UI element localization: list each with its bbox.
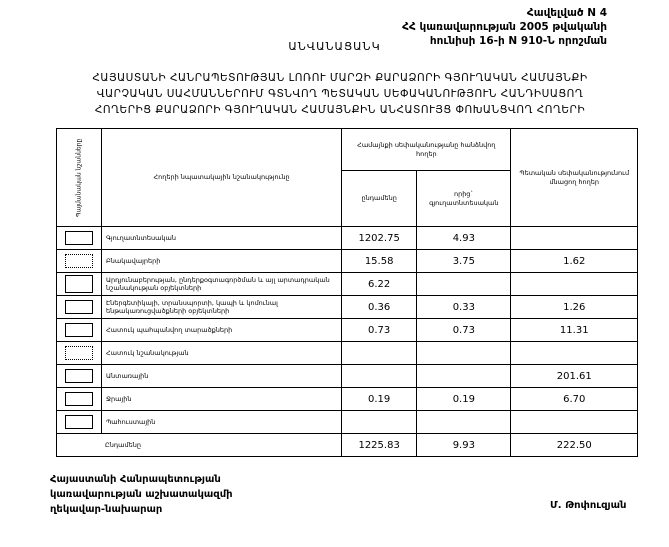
appendix-date: հունիսի 16-ի N 910-Ն որոշման bbox=[429, 35, 607, 47]
signer-line-1: Հայաստանի Հանրապետության bbox=[50, 474, 221, 485]
header-name: Հողերի նպատակային նշանակությունը bbox=[102, 129, 342, 227]
total-value: 0.19 bbox=[342, 388, 417, 411]
header-conditional: Պայմանական նշանները bbox=[57, 129, 102, 227]
remaining-value: 1.62 bbox=[511, 250, 638, 273]
agricultural-value: 0.73 bbox=[417, 319, 511, 342]
legend-swatch bbox=[65, 323, 93, 337]
land-table bbox=[56, 128, 638, 457]
table-row bbox=[57, 388, 638, 411]
agricultural-value: 4.93 bbox=[417, 227, 511, 250]
document-label: ԱՆՎԱՆԱՑԱՆԿ bbox=[288, 40, 381, 53]
title-line-2: ՎԱՐՉԱԿԱՆ ՍԱՀՄԱՆՆԵՐՈՒՄ ԳՏՆՎՈՂ ՊԵՏԱԿԱՆ ՍԵՓԱԿԱՆՈՒԹՅՈՒՆ ՀԱՆԴԻՍԱՑՈՂ bbox=[96, 88, 584, 100]
legend-swatch bbox=[65, 392, 93, 406]
land-category: Հատուկ պահպանվող տարածքների bbox=[102, 319, 342, 342]
total-total: 1225.83 bbox=[342, 434, 417, 457]
legend-swatch bbox=[65, 369, 93, 383]
remaining-value: 11.31 bbox=[511, 319, 638, 342]
land-category: Գյուղատնտեսական bbox=[102, 227, 342, 250]
table-row bbox=[57, 250, 638, 273]
land-category: Պահուստային bbox=[102, 411, 342, 434]
table-row bbox=[57, 227, 638, 250]
signer-title bbox=[50, 472, 233, 517]
total-of-which: 9.93 bbox=[417, 434, 511, 457]
header-of-which: որից` գյուղատնտեսական bbox=[417, 171, 511, 227]
remaining-value: 6.70 bbox=[511, 388, 638, 411]
land-category: Էներգետիկայի, տրանսպորտի, կապի և կոմունալ ենթակառուցվածքների օբյեկտների bbox=[102, 296, 342, 319]
signer-line-3: ղեկավար-նախարար bbox=[50, 504, 163, 515]
total-row bbox=[57, 434, 638, 457]
remaining-value bbox=[511, 342, 638, 365]
document-title bbox=[40, 70, 640, 118]
remaining-value: 201.61 bbox=[511, 365, 638, 388]
signer-line-2: կառավարության աշխատակազմի bbox=[50, 489, 233, 500]
total-value: 15.58 bbox=[342, 250, 417, 273]
legend-swatch bbox=[65, 254, 93, 268]
remaining-value: 1.26 bbox=[511, 296, 638, 319]
agricultural-value bbox=[417, 273, 511, 296]
legend-swatch bbox=[65, 346, 93, 360]
agricultural-value bbox=[417, 342, 511, 365]
total-value: 0.73 bbox=[342, 319, 417, 342]
land-category: Բնակավայրերի bbox=[102, 250, 342, 273]
agricultural-value: 0.19 bbox=[417, 388, 511, 411]
agricultural-value bbox=[417, 365, 511, 388]
agricultural-value: 3.75 bbox=[417, 250, 511, 273]
header-transferred-group: Համայնքի սեփականությանը հանձնվող հողեր bbox=[342, 129, 511, 171]
conditional-sign-cell bbox=[57, 319, 102, 342]
table-row bbox=[57, 365, 638, 388]
legend-swatch bbox=[65, 231, 93, 245]
total-value: 1202.75 bbox=[342, 227, 417, 250]
land-category: Արդյունաբերության, ընդերքօգտագործման և այլ արտադրական նշանակության օբյեկտների bbox=[102, 273, 342, 296]
appendix-number: Հավելված N 4 bbox=[526, 7, 607, 19]
conditional-sign-cell bbox=[57, 411, 102, 434]
appendix-decision: ՀՀ կառավարության 2005 թվականի bbox=[402, 21, 607, 33]
table-row bbox=[57, 342, 638, 365]
conditional-sign-cell bbox=[57, 342, 102, 365]
total-remaining: 222.50 bbox=[511, 434, 638, 457]
header-total: ընդամենը bbox=[342, 171, 417, 227]
total-value: 0.36 bbox=[342, 296, 417, 319]
agricultural-value: 0.33 bbox=[417, 296, 511, 319]
agricultural-value bbox=[417, 411, 511, 434]
conditional-sign-cell bbox=[57, 388, 102, 411]
title-line-3: ՀՈՂԵՐԻՑ ՔԱՐԱՁՈՐԻ ԳՅՈՒՂԱԿԱՆ ՀԱՄԱՅՆՔԻՆ ԱՆՀԱՏՈՒՅՑ ՓՈԽԱՆՑՎՈՂ ՀՈՂԵՐԻ bbox=[94, 104, 586, 116]
remaining-value bbox=[511, 411, 638, 434]
conditional-sign-cell bbox=[57, 273, 102, 296]
legend-swatch bbox=[65, 275, 93, 293]
total-value bbox=[342, 342, 417, 365]
header-remaining: Պետական սեփականությունում մնացող հողեր bbox=[511, 129, 638, 227]
total-value bbox=[342, 411, 417, 434]
total-value bbox=[342, 365, 417, 388]
land-category: Անտառային bbox=[102, 365, 342, 388]
conditional-sign-cell bbox=[57, 365, 102, 388]
conditional-sign-cell bbox=[57, 296, 102, 319]
title-line-1: ՀԱՅԱՍՏԱՆԻ ՀԱՆՐԱՊԵՏՈՒԹՅԱՆ ԼՈՌՈՒ ՄԱՐԶԻ ՔԱՐԱՁՈՐԻ ԳՅՈՒՂԱԿԱՆ ՀԱՄԱՅՆՔԻ bbox=[92, 72, 588, 84]
legend-swatch bbox=[65, 300, 93, 314]
total-value: 6.22 bbox=[342, 273, 417, 296]
legend-swatch bbox=[65, 415, 93, 429]
conditional-sign-cell bbox=[57, 227, 102, 250]
table-row bbox=[57, 273, 638, 296]
remaining-value bbox=[511, 273, 638, 296]
table-row bbox=[57, 319, 638, 342]
land-category: Ջրային bbox=[102, 388, 342, 411]
table-row bbox=[57, 411, 638, 434]
total-label: Ընդամենը bbox=[57, 434, 342, 457]
conditional-sign-cell bbox=[57, 250, 102, 273]
land-category: Հատուկ նշանակության bbox=[102, 342, 342, 365]
signer-name: Մ. Թոփուզյան bbox=[550, 500, 627, 511]
table-row bbox=[57, 296, 638, 319]
remaining-value bbox=[511, 227, 638, 250]
